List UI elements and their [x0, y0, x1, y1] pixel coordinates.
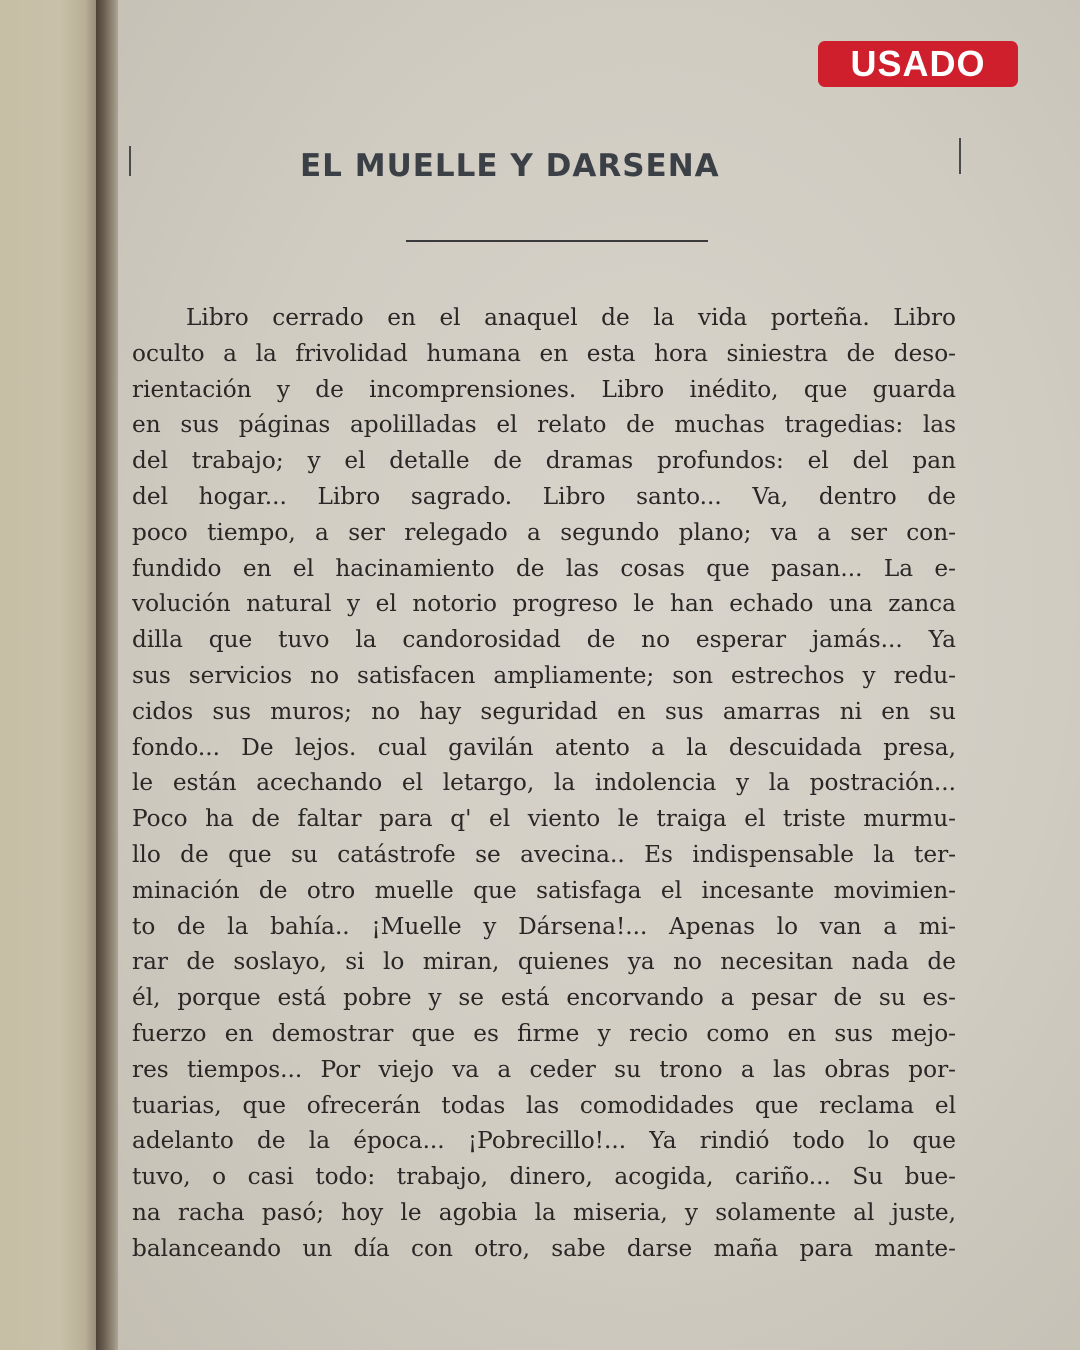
text-line: minación de otro muelle que satisfaga el incesante movimien-	[132, 876, 956, 904]
margin-mark-right	[959, 138, 961, 174]
text-line: del trabajo; y el detalle de dramas profundos: el del pan	[132, 447, 956, 475]
text-line: to de la bahía.. ¡Muelle y Dársena!... Apenas lo van a mi-	[132, 912, 956, 940]
text-line: le están acechando el letargo, la indolencia y la postración...	[132, 769, 956, 797]
text-line: Libro cerrado en el anaquel de la vida porteña. Libro	[186, 304, 956, 331]
text-line: fundido en el hacinamiento de las cosas que pasan... La e-	[132, 554, 956, 582]
text-line: balanceando un día con otro, sabe darse maña para mante-	[132, 1234, 956, 1262]
text-line: en sus páginas apolilladas el relato de muchas tragedias: las	[132, 411, 956, 439]
text-line: volución natural y el notorio progreso le han echado una zanca	[132, 590, 956, 618]
used-badge: USADO	[818, 41, 1018, 87]
margin-mark-left	[129, 146, 131, 176]
text-line: oculto a la frivolidad humana en esta hora siniestra de deso-	[132, 339, 956, 367]
text-line: tuvo, o casi todo: trabajo, dinero, acogida, cariño... Su bue-	[132, 1163, 956, 1191]
text-line: llo de que su catástrofe se avecina.. Es indispensable la ter-	[132, 840, 956, 868]
text-line: sus servicios no satisfacen ampliamente; son estrechos y redu-	[132, 661, 956, 689]
title-rule	[406, 240, 708, 242]
chapter-title: EL MUELLE Y DARSENA	[300, 148, 720, 184]
text-line: cidos sus muros; no hay seguridad en sus amarras ni en su	[132, 697, 956, 725]
text-line: adelanto de la época... ¡Pobrecillo!... Ya rindió todo lo que	[132, 1127, 956, 1155]
text-line: poco tiempo, a ser relegado a segundo plano; va a ser con-	[132, 518, 956, 546]
text-line: na racha pasó; hoy le agobia la miseria, y solamente al juste,	[132, 1198, 956, 1226]
text-line: res tiempos... Por viejo va a ceder su trono a las obras por-	[132, 1055, 956, 1083]
text-line: del hogar... Libro sagrado. Libro santo... Va, dentro de	[132, 482, 956, 510]
text-line: fuerzo en demostrar que es firme y recio como en sus mejo-	[132, 1019, 956, 1047]
text-line: dilla que tuvo la candorosidad de no esperar jamás... Ya	[132, 626, 956, 654]
text-line: Poco ha de faltar para q' el viento le traiga el triste murmu-	[132, 805, 956, 833]
text-line: fondo... De lejos. cual gavilán atento a la descuidada presa,	[132, 733, 956, 761]
text-line: él, porque está pobre y se está encorvando a pesar de su es-	[132, 984, 956, 1012]
body-text	[132, 300, 956, 1267]
text-line: rar de soslayo, si lo miran, quienes ya no necesitan nada de	[132, 948, 956, 976]
text-line: tuarias, que ofrecerán todas las comodidades que reclama el	[132, 1091, 956, 1119]
text-line: rientación y de incomprensiones. Libro inédito, que guarda	[132, 375, 956, 403]
left-page-edge	[0, 0, 100, 1350]
